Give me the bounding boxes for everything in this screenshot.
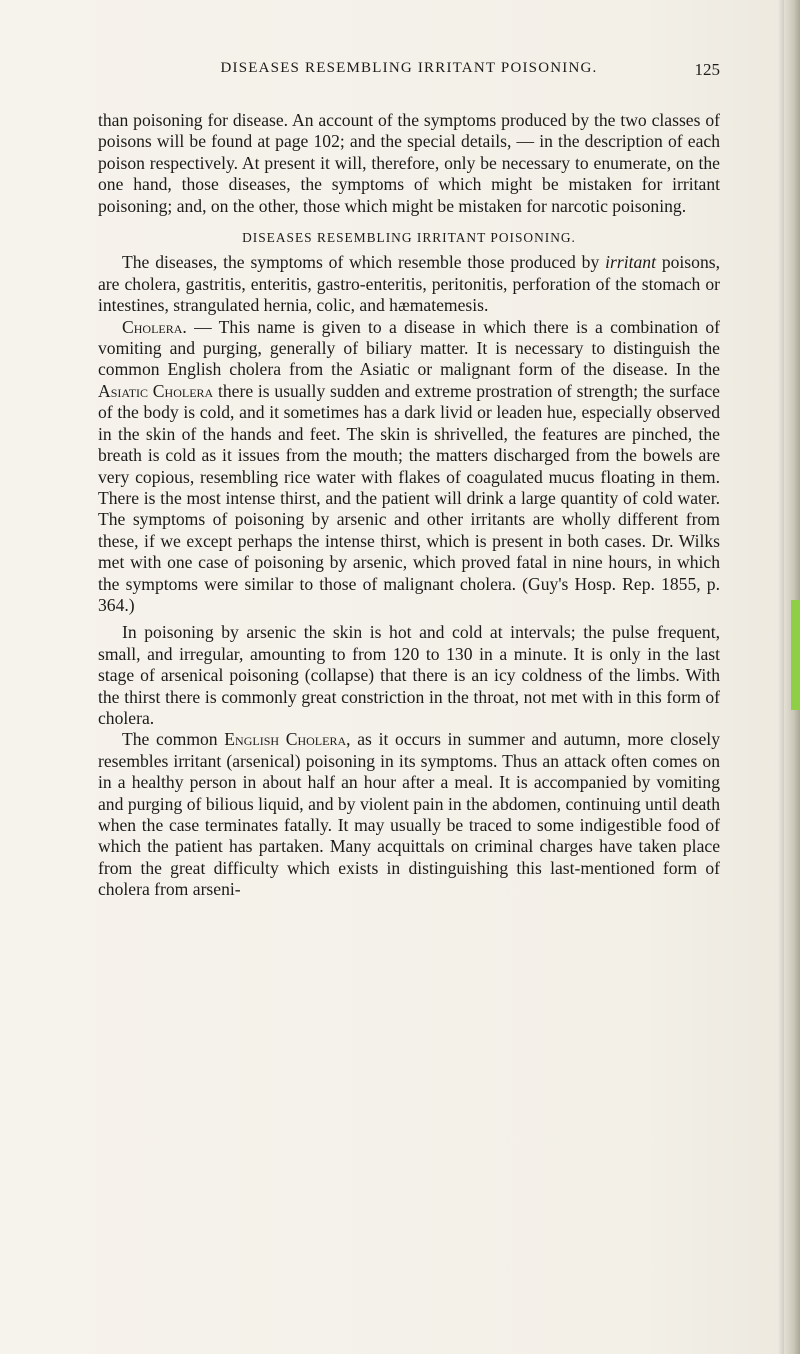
irritant-emphasis: irritant: [605, 252, 656, 273]
intro-paragraph: than poisoning for disease. An account of the symptoms produced by the two classes of poisons will be found at page 102; and the special details, — in the description of each poison respectively. At present it will, therefore, only be necessary to enumerate, on the one hand, those diseases, the symptoms of which might be mistaken for irritant poisoning; and, on the other, those which might be mistaken for narcotic poisoning.: [98, 110, 720, 216]
asiatic-cholera-term: Asiatic Cholera: [98, 380, 214, 401]
section-heading: DISEASES RESEMBLING IRRITANT POISONING.: [242, 230, 576, 246]
diseases-paragraph: [98, 252, 720, 316]
cholera-text-2: there is usually sudden and extreme prostration of strength; the surface of the body is cold, and it sometimes has a dark livid or leaden hue, especially observed in the skin of the hands and feet. The skin is shrivelled, the features are pinched, the breath is cold as it issues from the mouth; the matters discharged from the bowels are very copious, resembling rice water with flakes of coagulated mucus floating in them. There is the most intense thirst, and the patient will drink a large quantity of cold water. The symptoms of poisoning by arsenic and other irritants are wholly different from these, if we except perhaps the intense thirst, which is present in both cases. Dr. Wilks met with one case of poisoning by arsenic, which proved fatal in nine hours, in which the symptoms were similar to those of malignant cholera. (Guy's Hosp. Rep. 1855, p. 364.): [98, 380, 720, 615]
english-cholera-term: English Cholera: [224, 729, 347, 750]
arsenic-paragraph: In poisoning by arsenic the skin is hot and cold at intervals; the pulse frequent, small, and irregular, amounting to from 120 to 130 in a minute. It is only in the last stage of arsenical poisoning (collapse) that there is an icy coldness of the limbs. With the thirst there is commonly great constriction in the throat, not met with in this form of cholera.: [98, 622, 720, 728]
page-number: 125: [694, 60, 720, 79]
diseases-text-after: poisons, are cholera, gastritis, enteritis, gastro-enteritis, peritonitis, perforation of the stomach or intestines, strangulated hernia, colic, and hæmatemesis.: [98, 252, 720, 316]
cholera-paragraph: [98, 317, 720, 617]
cholera-text-1: — This name is given to a disease in which there is a combination of vomiting and purging, generally of biliary matter. It is necessary to distinguish the common English cholera from the Asiatic or malignant form of the disease. In the: [98, 316, 720, 380]
cholera-heading: Cholera.: [122, 316, 187, 337]
diseases-text-before: The diseases, the symptoms of which resemble those produced by: [122, 252, 606, 273]
green-tab-marker: [791, 600, 800, 710]
page-header: [98, 60, 720, 84]
running-head: DISEASES RESEMBLING IRRITANT POISONING.: [220, 60, 598, 76]
english-text-after: , as it occurs in summer and autumn, more closely resembles irritant (arsenical) poisoning in its symptoms. Thus an attack often comes on in a healthy person in about half an hour after a meal. It is accompanied by vomiting and purging of bilious liquid, and by violent pain in the abdomen, continuing until death when the case terminates fatally. It may usually be traced to some indigestible food of which the patient has partaken. Many acquittals on criminal charges have taken place from the great difficulty which exists in distinguishing this last-mentioned form of cholera from arseni-: [98, 729, 720, 900]
page-body: [98, 110, 720, 901]
english-cholera-paragraph: [98, 729, 720, 900]
english-text-before: The common: [122, 729, 225, 750]
